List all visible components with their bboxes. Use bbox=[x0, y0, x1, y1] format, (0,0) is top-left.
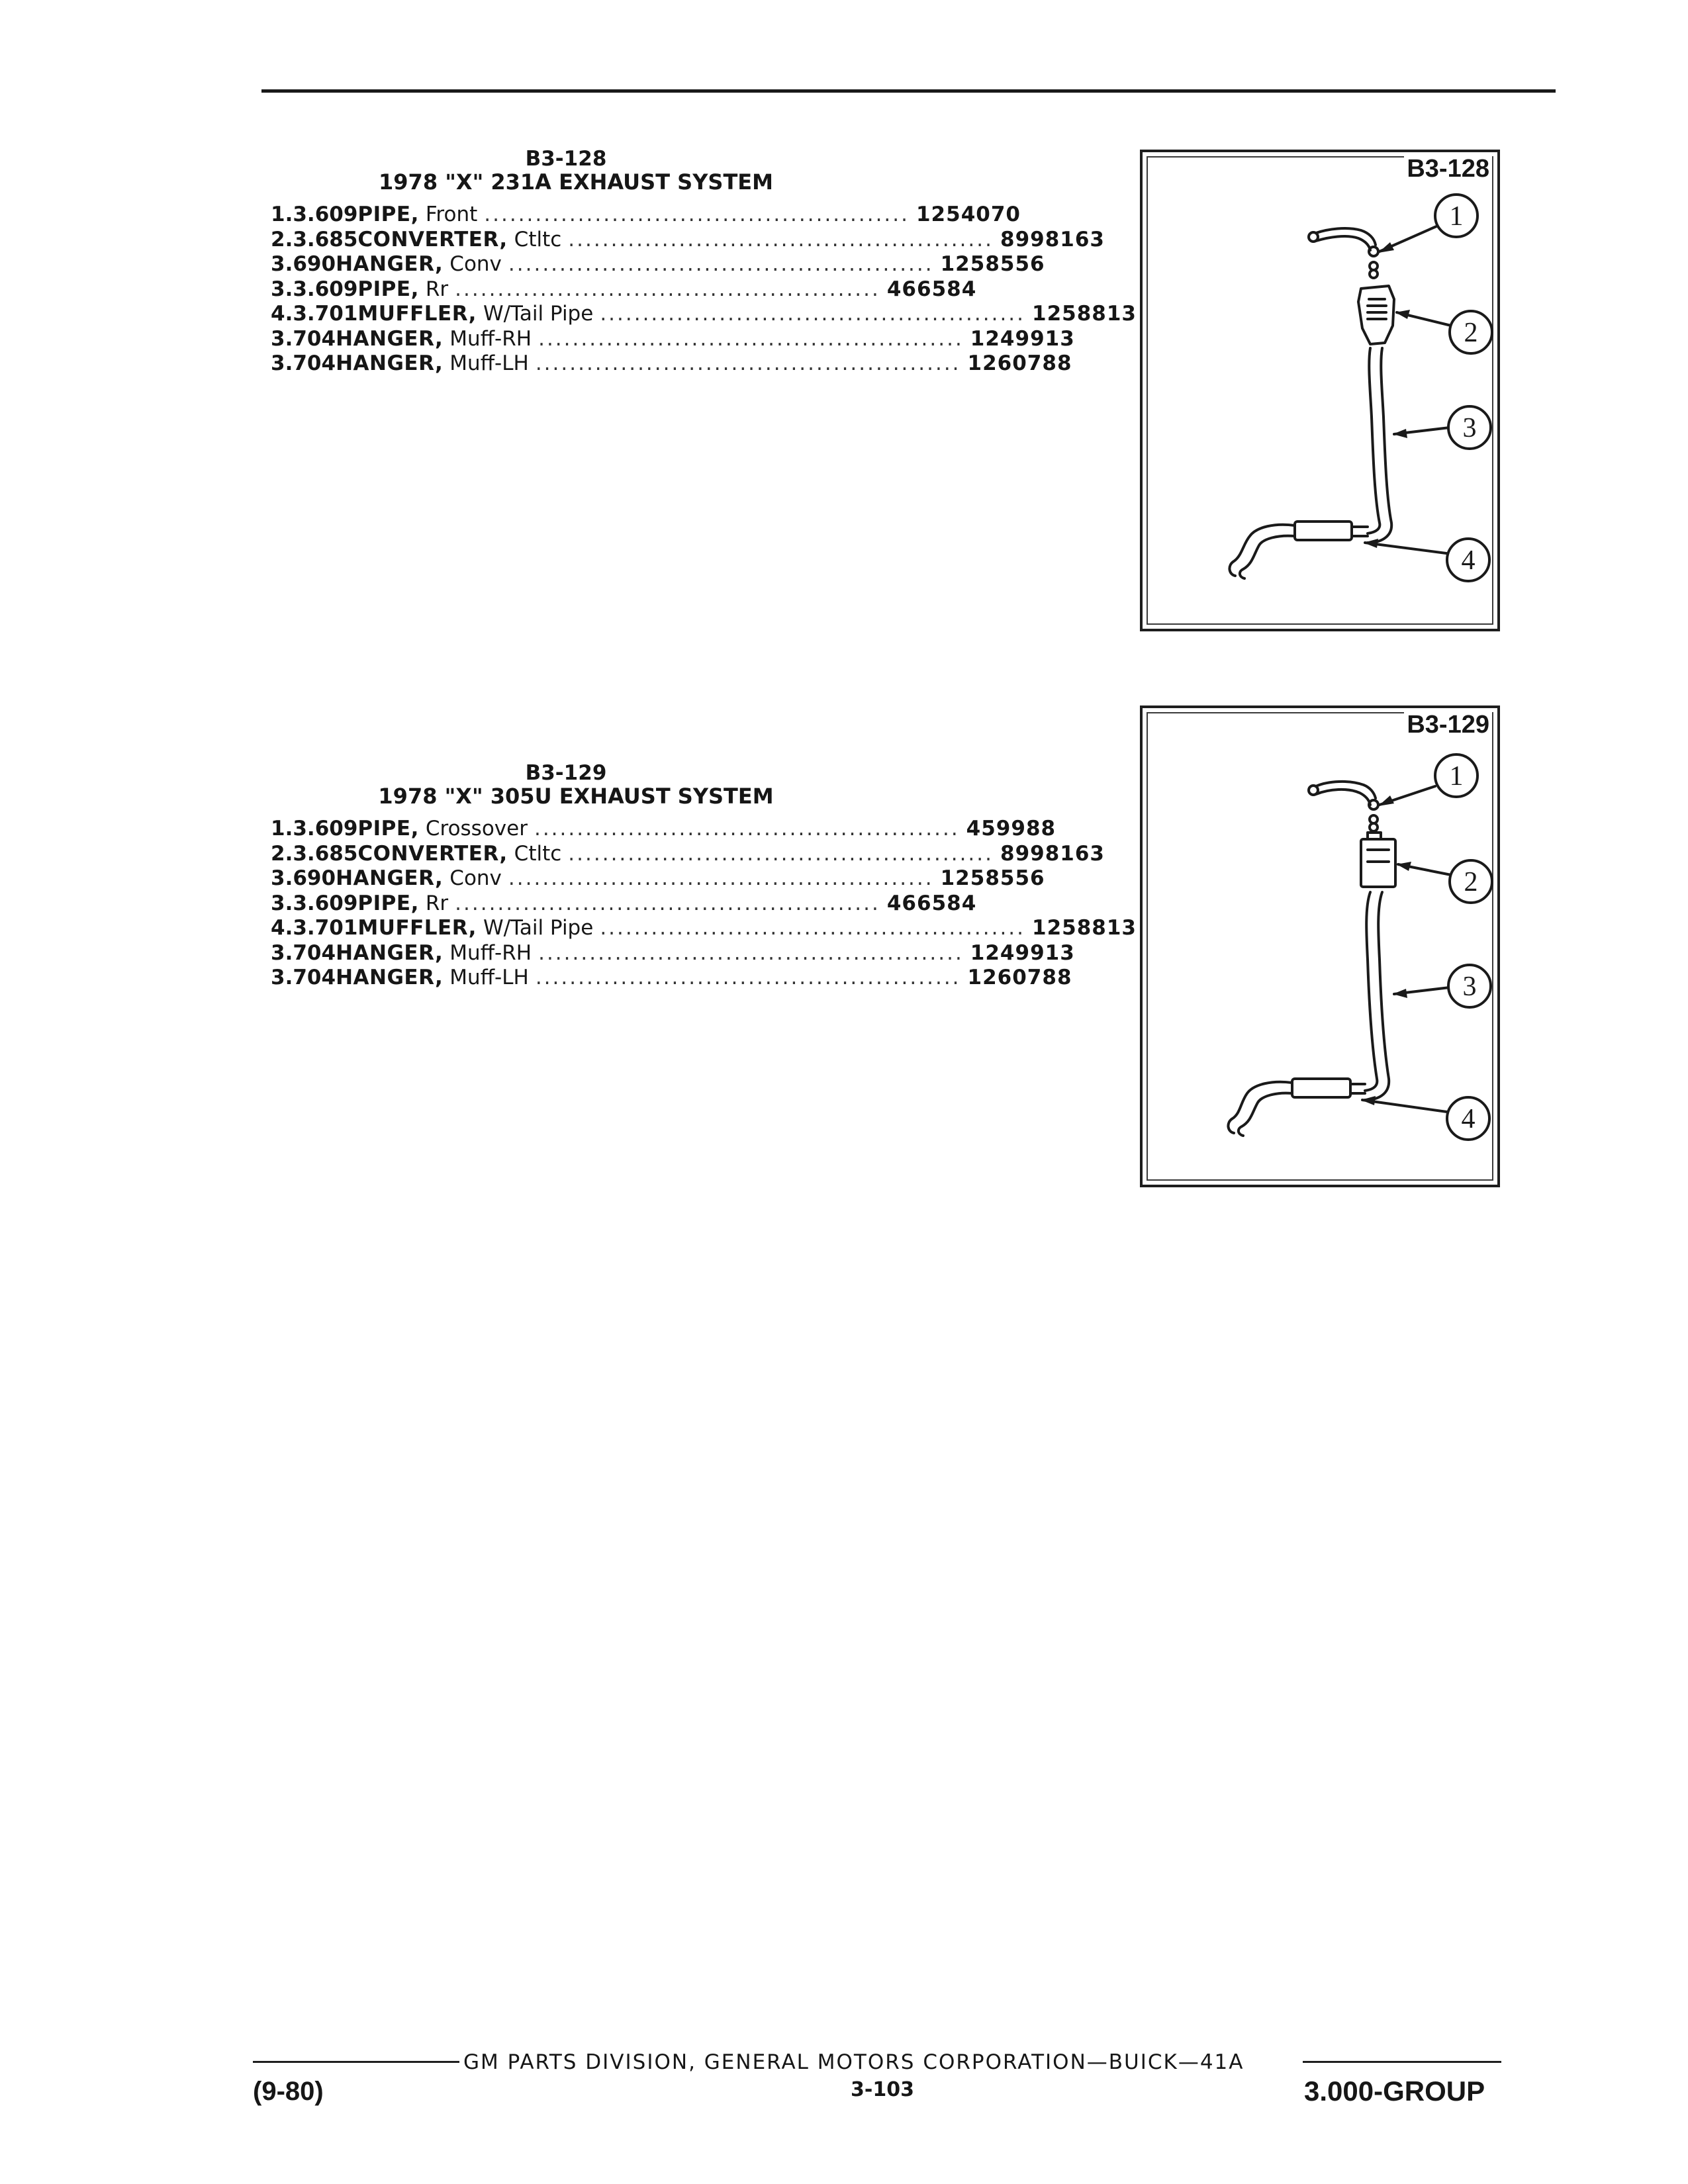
part-name: PIPE, bbox=[357, 203, 419, 226]
part-qualifier: Front bbox=[425, 203, 478, 226]
part-row bbox=[261, 351, 1072, 377]
section-code: B3-129 bbox=[525, 761, 607, 785]
item-number: 3. bbox=[271, 277, 293, 301]
part-name: CONVERTER, bbox=[357, 227, 508, 251]
group-number: 3.609 bbox=[293, 277, 358, 301]
page-number: 3-103 bbox=[851, 2078, 914, 2101]
part-row bbox=[261, 916, 1137, 941]
group-number: 3.609 bbox=[293, 203, 358, 226]
group-number: 3.609 bbox=[293, 817, 358, 841]
part-qualifier: Muff-LH bbox=[449, 966, 529, 989]
part-number: 1258556 bbox=[940, 866, 1045, 890]
part-qualifier: W/Tail Pipe bbox=[483, 916, 594, 940]
part-name: HANGER, bbox=[336, 940, 444, 965]
part-row bbox=[261, 891, 977, 917]
part-name: MUFFLER, bbox=[357, 916, 477, 940]
group-number: 3.701 bbox=[293, 916, 358, 940]
rear-pipe-drawing bbox=[1368, 348, 1380, 533]
part-row bbox=[261, 326, 1075, 352]
parts-list bbox=[261, 203, 1137, 377]
part-name: HANGER, bbox=[336, 351, 444, 375]
dot-leader: .................................................. bbox=[484, 203, 910, 226]
part-number: 1258813 bbox=[1032, 916, 1137, 940]
group-number: 3.690 bbox=[271, 866, 336, 890]
part-number: 8998163 bbox=[1000, 841, 1105, 866]
part-qualifier: Crossover bbox=[425, 817, 528, 841]
callout-2: 2 bbox=[1464, 867, 1478, 897]
part-number: 466584 bbox=[886, 891, 977, 915]
dot-leader: .................................................. bbox=[455, 277, 880, 301]
group-number: 3.704 bbox=[271, 940, 336, 965]
part-name: CONVERTER, bbox=[357, 841, 508, 866]
dot-leader: .................................................. bbox=[600, 916, 1026, 940]
part-name: HANGER, bbox=[336, 966, 444, 989]
callout-4: 4 bbox=[1461, 1104, 1476, 1134]
part-name: PIPE, bbox=[357, 891, 419, 915]
part-row bbox=[261, 203, 1021, 228]
part-number: 466584 bbox=[886, 277, 977, 301]
part-row bbox=[261, 841, 1105, 867]
part-qualifier: W/Tail Pipe bbox=[483, 302, 594, 326]
dot-leader: .................................................. bbox=[535, 966, 961, 989]
group-number: 3.704 bbox=[271, 966, 336, 989]
part-name: HANGER, bbox=[336, 866, 444, 890]
group-number: 3.704 bbox=[271, 326, 336, 351]
dot-leader: .................................................. bbox=[534, 817, 960, 841]
item-number: 4. bbox=[271, 916, 293, 940]
dot-leader: .................................................. bbox=[600, 302, 1026, 326]
muffler-drawing bbox=[1295, 522, 1352, 540]
group-number: 3.609 bbox=[293, 891, 358, 915]
exhaust-diagram-b3-129 bbox=[1140, 705, 1500, 1187]
footer-rule-left bbox=[253, 2061, 459, 2063]
part-number: 1260788 bbox=[967, 966, 1072, 989]
dot-leader: .................................................. bbox=[568, 841, 994, 866]
callout-3: 3 bbox=[1462, 413, 1477, 443]
part-qualifier: Rr bbox=[425, 277, 449, 301]
part-name: MUFFLER, bbox=[357, 302, 477, 326]
dot-leader: .................................................. bbox=[568, 227, 994, 251]
footer-rule-right bbox=[1303, 2061, 1501, 2063]
part-row bbox=[261, 817, 1056, 842]
exhaust-system-illustration bbox=[1143, 152, 1503, 634]
dot-leader: .................................................. bbox=[538, 326, 964, 351]
group-number: 3.701 bbox=[293, 302, 358, 326]
publisher-line: GM PARTS DIVISION, GENERAL MOTORS CORPORATION—BUICK—41A bbox=[463, 2050, 1244, 2074]
part-name: HANGER, bbox=[336, 252, 444, 276]
part-qualifier: Muff-LH bbox=[449, 351, 529, 375]
exhaust-diagram-b3-128 bbox=[1140, 150, 1500, 631]
part-qualifier: Rr bbox=[425, 891, 449, 915]
top-rule bbox=[261, 89, 1556, 93]
dot-leader: .................................................. bbox=[508, 252, 934, 276]
part-row bbox=[261, 966, 1072, 991]
part-row bbox=[261, 252, 1045, 277]
converter-drawing bbox=[1358, 286, 1394, 344]
part-qualifier: Muff-RH bbox=[449, 326, 532, 351]
part-number: 1249913 bbox=[970, 326, 1075, 351]
item-number: 4. bbox=[271, 302, 293, 326]
callout-1: 1 bbox=[1449, 761, 1464, 792]
part-row bbox=[261, 866, 1045, 891]
part-name: HANGER, bbox=[336, 326, 444, 351]
group-number: 3.685 bbox=[293, 841, 358, 866]
part-qualifier: Muff-RH bbox=[449, 940, 532, 965]
section-title: 1978 "X" 305U EXHAUST SYSTEM bbox=[378, 784, 774, 809]
diagram-code: B3-129 bbox=[1404, 711, 1492, 739]
dot-leader: .................................................. bbox=[535, 351, 961, 375]
item-number: 3. bbox=[271, 891, 293, 915]
callout-4: 4 bbox=[1461, 545, 1476, 576]
muffler-drawing bbox=[1292, 1079, 1350, 1097]
part-number: 8998163 bbox=[1000, 227, 1105, 251]
callout-3: 3 bbox=[1462, 972, 1477, 1002]
item-number: 2. bbox=[271, 841, 293, 866]
item-number: 2. bbox=[271, 227, 293, 251]
tail-pipe-drawing bbox=[1229, 525, 1295, 576]
part-name: PIPE, bbox=[357, 277, 419, 301]
parts-section-b3-128 bbox=[261, 147, 1137, 377]
part-qualifier: Ctltc bbox=[514, 227, 562, 251]
part-row bbox=[261, 302, 1137, 327]
part-qualifier: Conv bbox=[449, 252, 502, 276]
part-name: PIPE, bbox=[357, 817, 419, 841]
parts-list bbox=[261, 817, 1137, 991]
rear-pipe-drawing bbox=[1365, 892, 1377, 1091]
group-number: 3.690 bbox=[271, 252, 336, 276]
exhaust-system-illustration bbox=[1143, 708, 1503, 1190]
callout-2: 2 bbox=[1464, 318, 1478, 348]
part-number: 1258556 bbox=[940, 252, 1045, 276]
callout-1: 1 bbox=[1449, 201, 1464, 232]
part-row bbox=[261, 227, 1105, 253]
section-code: B3-128 bbox=[525, 147, 607, 171]
part-qualifier: Ctltc bbox=[514, 841, 562, 866]
part-row bbox=[261, 940, 1075, 966]
part-number: 1258813 bbox=[1032, 302, 1137, 326]
group-number: 3.685 bbox=[293, 227, 358, 251]
part-row bbox=[261, 277, 977, 302]
dot-leader: .................................................. bbox=[538, 940, 964, 965]
dot-leader: .................................................. bbox=[455, 891, 880, 915]
group-number: 3.704 bbox=[271, 351, 336, 375]
revision-date: (9-80) bbox=[253, 2077, 324, 2106]
parts-section-b3-129 bbox=[261, 761, 1137, 991]
dot-leader: .................................................. bbox=[508, 866, 934, 890]
group-label: 3.000-GROUP bbox=[1304, 2075, 1485, 2107]
section-title: 1978 "X" 231A EXHAUST SYSTEM bbox=[379, 169, 773, 195]
part-number: 1254070 bbox=[915, 203, 1021, 226]
diagram-code: B3-128 bbox=[1404, 155, 1492, 183]
item-number: 1. bbox=[271, 203, 293, 226]
item-number: 1. bbox=[271, 817, 293, 841]
part-number: 1260788 bbox=[967, 351, 1072, 375]
part-number: 1249913 bbox=[970, 940, 1075, 965]
part-number: 459988 bbox=[966, 817, 1056, 841]
part-qualifier: Conv bbox=[449, 866, 502, 890]
tail-pipe-drawing bbox=[1228, 1082, 1292, 1133]
